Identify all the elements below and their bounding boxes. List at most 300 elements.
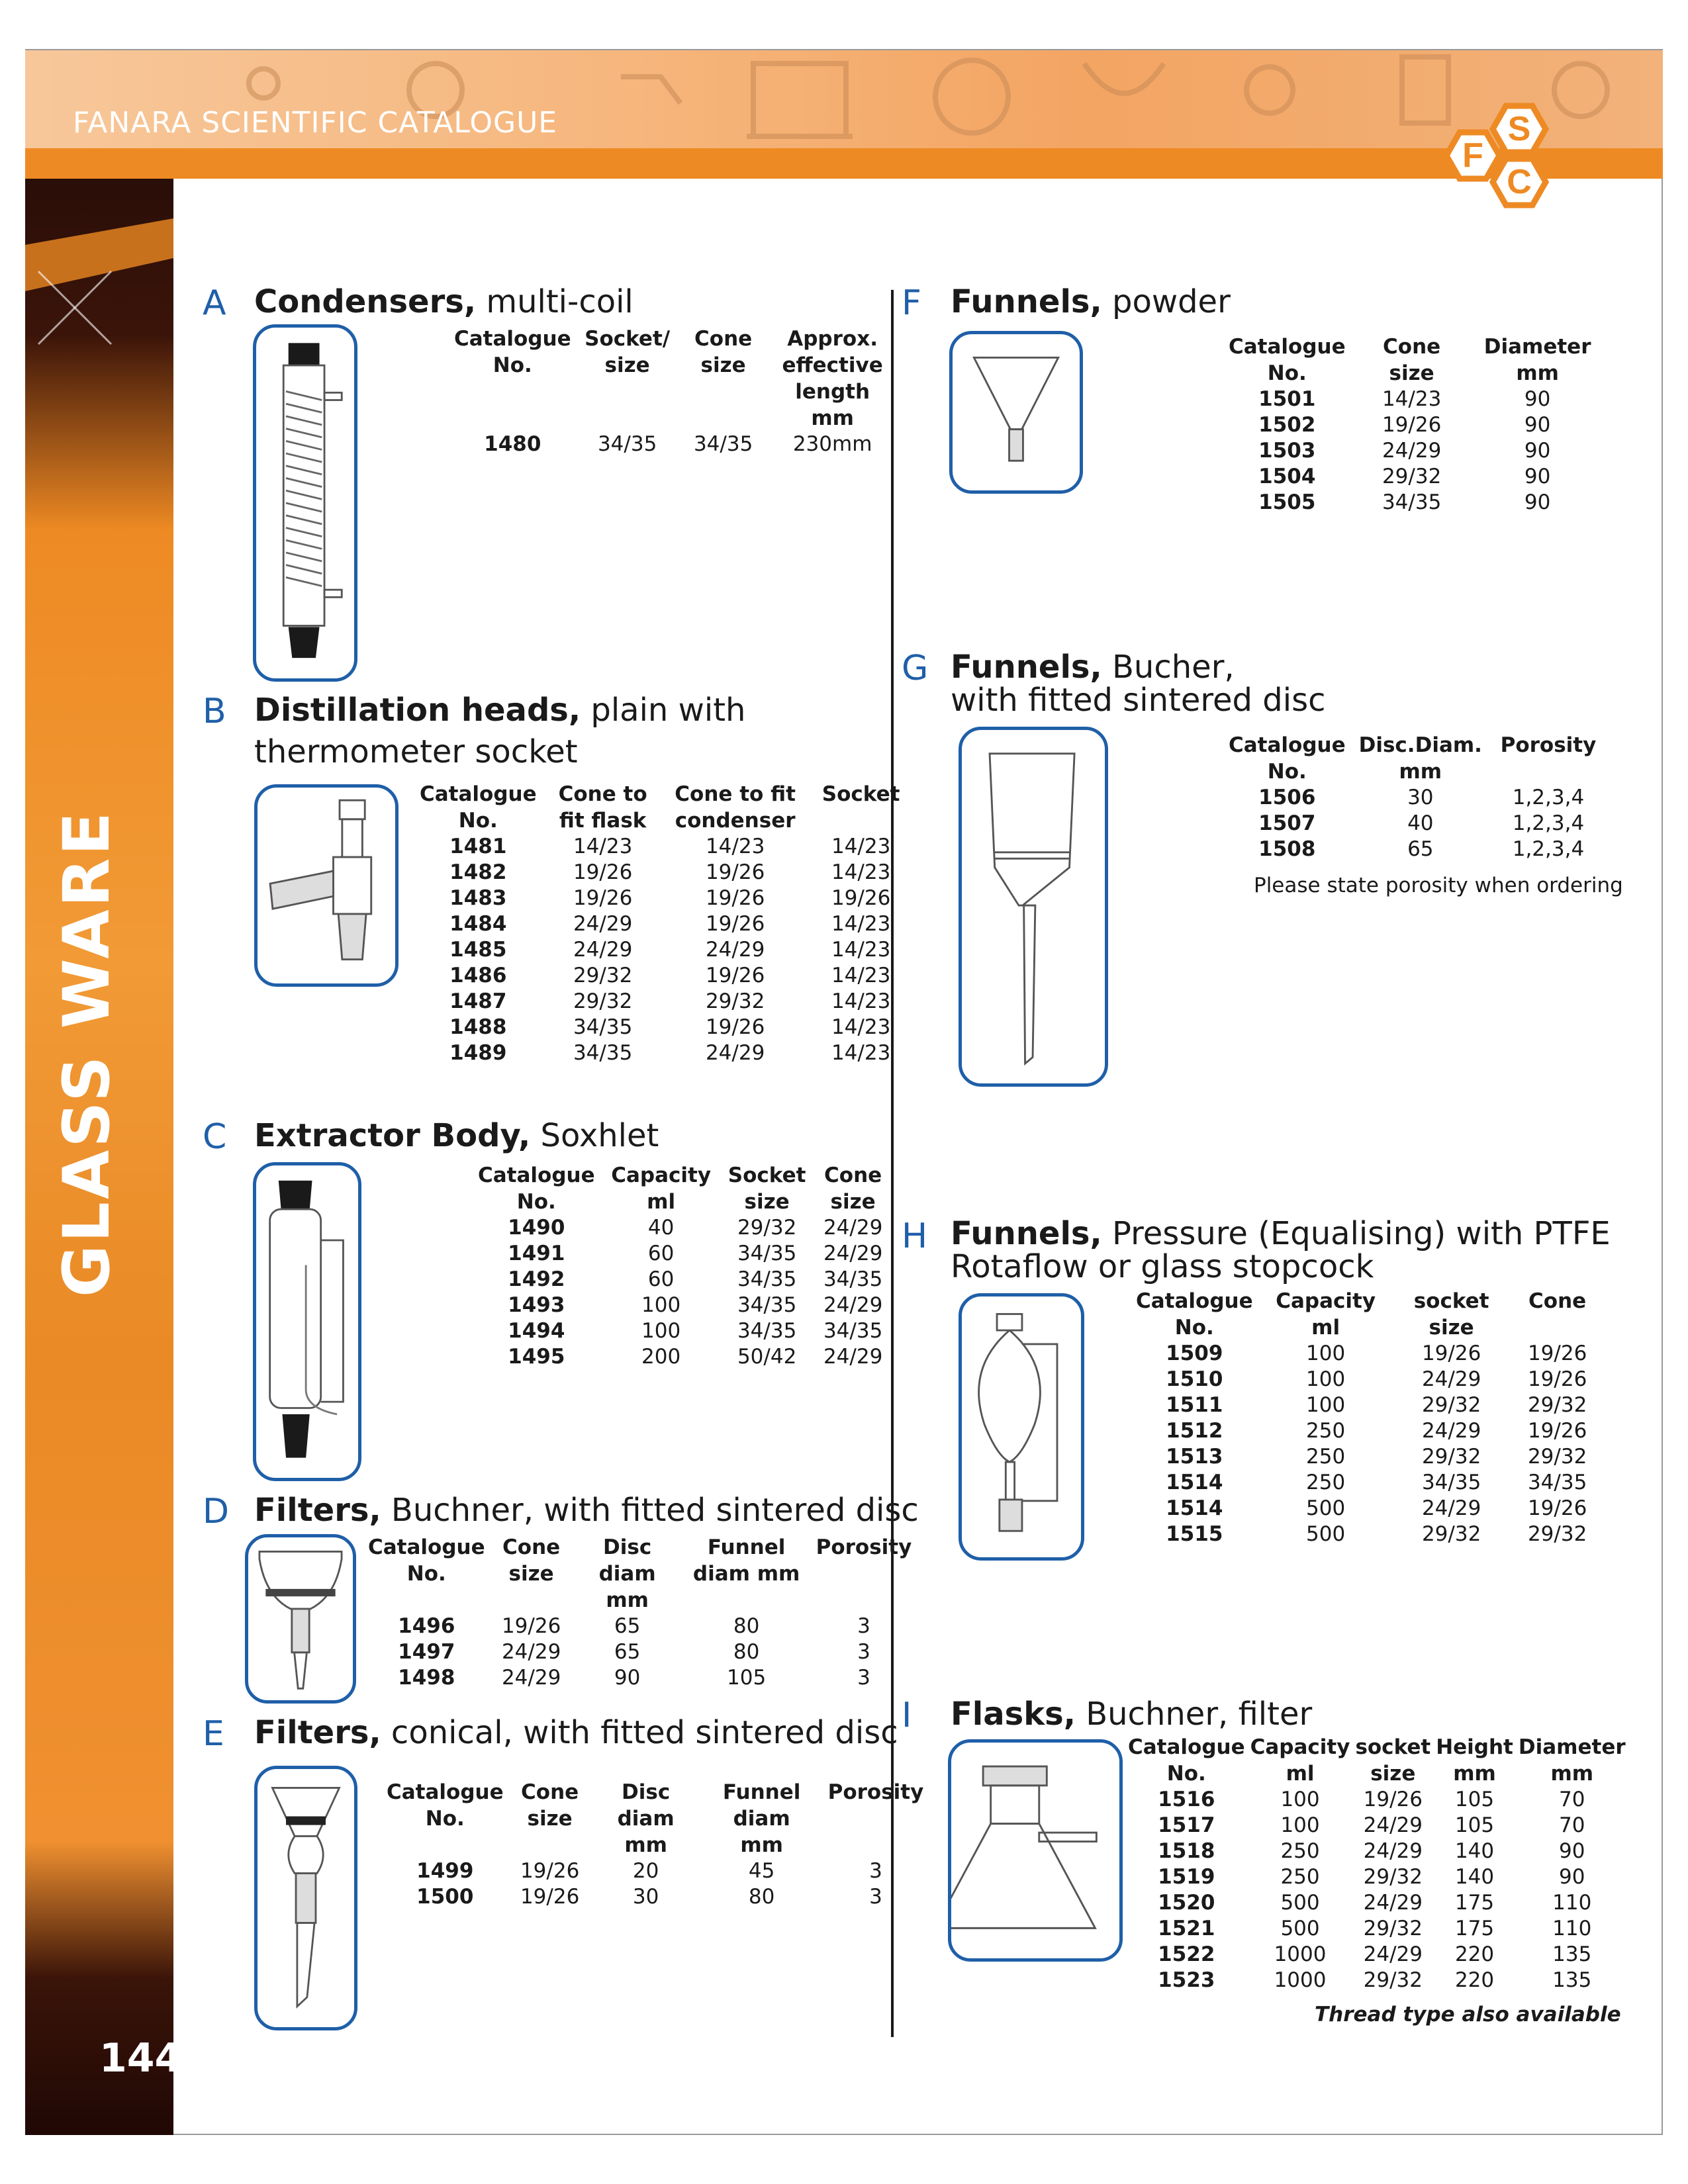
- table-row: [471, 1267, 893, 1293]
- table-cell: 19/26: [705, 886, 765, 910]
- table-cell: 29/32: [1363, 1917, 1423, 1940]
- table-row: [1129, 1341, 1604, 1367]
- table-header-row: [1222, 334, 1604, 387]
- col-header: Cone: [1528, 1289, 1587, 1313]
- col-header: Catalogue No.: [1229, 335, 1346, 385]
- table-cell: 1491: [508, 1242, 565, 1265]
- col-header: Catalogue No.: [1128, 1735, 1245, 1786]
- table-cell: 1511: [1166, 1393, 1223, 1417]
- table-cell: 1518: [1158, 1839, 1215, 1863]
- table-cell: 24/29: [1421, 1496, 1481, 1520]
- table-row: [1125, 1839, 1628, 1864]
- table-cell: 24/29: [823, 1242, 883, 1265]
- table-row: [361, 1665, 918, 1691]
- table-cell: 45: [748, 1859, 775, 1883]
- table-cell: 34/35: [597, 432, 657, 456]
- table-cell: 90: [1559, 1865, 1585, 1889]
- section-f-letter: F: [902, 283, 921, 323]
- col-header: Cone size: [824, 1163, 882, 1214]
- table-row: [1125, 1916, 1628, 1942]
- table-cell: 24/29: [823, 1216, 883, 1240]
- table-cell: 14/23: [573, 835, 633, 858]
- section-g-title-bold: Funnels,: [951, 649, 1102, 686]
- table-row: [1222, 438, 1604, 464]
- table-cell: 220: [1454, 1942, 1495, 1966]
- table-cell: 1488: [449, 1015, 507, 1039]
- table-cell: 1,2,3,4: [1512, 786, 1585, 809]
- table-header-row: [471, 1162, 893, 1215]
- section-f-table: [1222, 334, 1604, 516]
- table-cell: 14/23: [831, 964, 891, 987]
- table-cell: 100: [1306, 1393, 1346, 1417]
- table-row: [1129, 1522, 1604, 1547]
- table-cell: 60: [647, 1242, 675, 1265]
- section-h-image: [959, 1293, 1084, 1561]
- table-row: [361, 1614, 918, 1639]
- table-cell: 1499: [416, 1859, 474, 1883]
- col-header: Cone size: [1383, 335, 1441, 385]
- table-cell: 220: [1454, 1968, 1495, 1992]
- section-a-title-rest: multi-coil: [476, 283, 633, 320]
- table-row: [1129, 1367, 1604, 1392]
- table-header-row: [447, 326, 896, 432]
- section-c-title-bold: Extractor Body,: [254, 1117, 531, 1154]
- table-row: [1125, 1864, 1628, 1890]
- section-a-letter: A: [203, 283, 226, 323]
- table-cell: 1504: [1258, 465, 1316, 488]
- section-b-subtitle: thermometer socket: [254, 733, 578, 770]
- table-cell: 90: [614, 1666, 641, 1690]
- table-cell: 19/26: [1527, 1342, 1587, 1365]
- table-cell: 14/23: [705, 835, 765, 858]
- table-cell: 24/29: [573, 912, 633, 936]
- table-cell: 19/26: [1527, 1419, 1587, 1443]
- table-cell: 40: [1407, 811, 1434, 835]
- table-cell: 1503: [1258, 439, 1316, 463]
- table-row: [413, 963, 914, 989]
- section-g-note: Please state porosity when ordering: [1254, 874, 1623, 897]
- col-header: Funnel diam mm: [692, 1535, 800, 1586]
- table-row: [471, 1241, 893, 1267]
- section-h-subtitle: Rotaflow or glass stopcock: [951, 1248, 1374, 1285]
- section-e-image: [254, 1766, 357, 2030]
- col-header: Height mm: [1436, 1735, 1513, 1786]
- table-cell: 65: [614, 1640, 641, 1664]
- table-cell: 14/23: [831, 835, 891, 858]
- table-row: [361, 1639, 918, 1665]
- col-header: Catalogue No.: [454, 327, 571, 377]
- table-cell: 24/29: [501, 1640, 561, 1664]
- section-i-note: Thread type also available: [1315, 2003, 1621, 2026]
- table-cell: 1497: [398, 1640, 455, 1664]
- section-f-title-bold: Funnels,: [951, 283, 1102, 320]
- table-cell: 1494: [508, 1319, 565, 1343]
- conical-filter-illustration: [258, 1769, 354, 2027]
- soxhlet-extractor-illustration: [256, 1165, 358, 1478]
- table-cell: 14/23: [831, 1041, 891, 1065]
- table-cell: 3: [857, 1614, 870, 1638]
- table-cell: 1519: [1158, 1865, 1215, 1889]
- fsc-logo: [1403, 99, 1556, 238]
- table-cell: 1516: [1158, 1788, 1215, 1811]
- table-cell: 90: [1524, 387, 1551, 411]
- table-cell: 1498: [398, 1666, 455, 1690]
- table-cell: 1521: [1158, 1917, 1215, 1940]
- table-cell: 1510: [1166, 1367, 1223, 1391]
- table-cell: 40: [647, 1216, 675, 1240]
- table-cell: 24/29: [1363, 1942, 1423, 1966]
- section-d-title: [254, 1492, 919, 1529]
- table-cell: 1500: [416, 1885, 474, 1909]
- table-cell: 80: [733, 1614, 760, 1638]
- table-cell: 3: [857, 1666, 870, 1690]
- table-cell: 250: [1306, 1471, 1346, 1494]
- table-cell: 135: [1552, 1942, 1592, 1966]
- table-row: [1129, 1496, 1604, 1522]
- section-e-title: [254, 1714, 898, 1751]
- table-row: [380, 1884, 930, 1910]
- table-cell: 19/26: [705, 1015, 765, 1039]
- logo-letter-f: F: [1462, 136, 1483, 175]
- table-cell: 1,2,3,4: [1512, 837, 1585, 861]
- table-cell: 1513: [1166, 1445, 1223, 1469]
- table-cell: 1512: [1166, 1419, 1223, 1443]
- table-cell: 250: [1280, 1839, 1320, 1863]
- table-cell: 24/29: [573, 938, 633, 962]
- table-row: [1222, 387, 1604, 412]
- section-a-title: [254, 283, 633, 320]
- table-cell: 24/29: [501, 1666, 561, 1690]
- table-cell: 1496: [398, 1614, 455, 1638]
- table-cell: 90: [1524, 439, 1551, 463]
- table-cell: 1481: [449, 835, 507, 858]
- table-cell: 30: [1407, 786, 1434, 809]
- section-e-table: [380, 1779, 930, 1910]
- table-row: [1222, 412, 1604, 438]
- table-cell: 1505: [1258, 490, 1316, 514]
- table-cell: 19/26: [705, 964, 765, 987]
- table-row: [1222, 785, 1608, 811]
- table-row: [471, 1318, 893, 1344]
- section-c-letter: C: [203, 1117, 227, 1157]
- table-cell: 24/29: [1363, 1891, 1423, 1915]
- table-cell: 1514: [1166, 1496, 1223, 1520]
- col-header: Cone size: [521, 1780, 579, 1831]
- page-number: 144: [99, 2035, 183, 2081]
- table-row: [1222, 837, 1608, 862]
- table-cell: 1522: [1158, 1942, 1215, 1966]
- table-cell: 1495: [508, 1345, 565, 1369]
- table-cell: 19/26: [573, 860, 633, 884]
- col-header: Socket: [821, 782, 900, 806]
- table-row: [413, 834, 914, 860]
- table-cell: 230mm: [792, 432, 872, 456]
- section-f-image: [949, 331, 1083, 494]
- table-cell: 1489: [449, 1041, 507, 1065]
- table-cell: 19/26: [1527, 1496, 1587, 1520]
- table-row: [1222, 490, 1604, 516]
- table-cell: 1490: [508, 1216, 565, 1240]
- table-cell: 1508: [1258, 837, 1316, 861]
- table-row: [1125, 1968, 1628, 1993]
- table-row: [1125, 1787, 1628, 1813]
- table-row: [471, 1293, 893, 1318]
- buchner-flask-illustration: [951, 1743, 1119, 1958]
- table-cell: 29/32: [1527, 1445, 1587, 1469]
- table-cell: 19/26: [573, 886, 633, 910]
- section-g-letter: G: [902, 649, 929, 688]
- col-header: socket size: [1413, 1289, 1489, 1340]
- section-i-title-rest: Buchner, filter: [1075, 1696, 1313, 1733]
- section-e-title-rest: conical, with fitted sintered disc: [381, 1714, 898, 1751]
- section-g-image: [959, 727, 1108, 1087]
- table-header-row: [1129, 1288, 1604, 1341]
- col-header: Disc diam mm: [617, 1780, 675, 1857]
- table-cell: 29/32: [1363, 1968, 1423, 1992]
- table-cell: 90: [1524, 465, 1551, 488]
- table-row: [1129, 1392, 1604, 1418]
- section-e-letter: E: [203, 1714, 224, 1754]
- table-cell: 80: [748, 1885, 775, 1909]
- table-cell: 110: [1552, 1891, 1592, 1915]
- col-header: Capacity ml: [1250, 1735, 1350, 1786]
- condenser-illustration: [256, 328, 354, 678]
- table-header-row: [1222, 732, 1608, 785]
- table-cell: 29/32: [1527, 1522, 1587, 1546]
- col-header: Socket size: [727, 1163, 806, 1214]
- table-cell: 34/35: [737, 1267, 797, 1291]
- table-cell: 140: [1454, 1839, 1495, 1863]
- section-b-image: [254, 784, 399, 987]
- col-header: Catalogue No.: [1136, 1289, 1253, 1340]
- section-g-title: [951, 649, 1235, 686]
- distillation-head-illustration: [258, 788, 395, 983]
- table-cell: 500: [1280, 1917, 1320, 1940]
- table-cell: 14/23: [831, 912, 891, 936]
- table-cell: 14/23: [831, 938, 891, 962]
- col-header: Catalogue No.: [368, 1535, 485, 1586]
- section-g-title-rest: Bucher,: [1102, 649, 1235, 686]
- table-cell: 14/23: [831, 989, 891, 1013]
- table-cell: 1515: [1166, 1522, 1223, 1546]
- powder-funnel-illustration: [953, 334, 1080, 490]
- col-header: Porosity: [1500, 733, 1597, 757]
- col-header: Approx. effective length mm: [782, 327, 883, 430]
- col-header: Socket/ size: [585, 327, 671, 377]
- table-cell: 29/32: [573, 989, 633, 1013]
- table-cell: 34/35: [573, 1041, 633, 1065]
- table-cell: 29/32: [1421, 1445, 1481, 1469]
- table-cell: 1506: [1258, 786, 1316, 809]
- table-cell: 24/29: [1382, 439, 1442, 463]
- table-cell: 105: [1454, 1813, 1495, 1837]
- table-cell: 70: [1559, 1813, 1585, 1837]
- section-h-table: [1129, 1288, 1604, 1547]
- table-cell: 105: [1454, 1788, 1495, 1811]
- catalogue-title: FANARA SCIENTIFIC CATALOGUE: [73, 106, 558, 140]
- col-header: Diameter mm: [1483, 335, 1591, 385]
- section-b-title-rest: plain with: [581, 692, 746, 729]
- col-header: Catalogue No.: [478, 1163, 595, 1214]
- table-cell: 19/26: [501, 1614, 561, 1638]
- table-row: [1129, 1444, 1604, 1470]
- table-cell: 50/42: [737, 1345, 797, 1369]
- section-d-title-bold: Filters,: [254, 1492, 381, 1529]
- sidebar-label: GLASS WARE: [50, 809, 124, 1297]
- table-cell: 24/29: [823, 1345, 883, 1369]
- table-cell: 19/26: [520, 1859, 580, 1883]
- table-row: [1125, 1890, 1628, 1916]
- table-row: [413, 860, 914, 886]
- buchner-filter-illustration: [248, 1537, 353, 1700]
- table-cell: 200: [641, 1345, 681, 1369]
- section-e-title-bold: Filters,: [254, 1714, 381, 1751]
- table-cell: 65: [614, 1614, 641, 1638]
- table-cell: 19/26: [1363, 1788, 1423, 1811]
- table-cell: 34/35: [737, 1319, 797, 1343]
- table-cell: 34/35: [737, 1293, 797, 1317]
- table-cell: 100: [1306, 1367, 1346, 1391]
- col-header: Catalogue No.: [1229, 733, 1346, 784]
- col-header: Disc diam mm: [598, 1535, 656, 1612]
- table-cell: 175: [1454, 1891, 1495, 1915]
- table-cell: 1520: [1158, 1891, 1215, 1915]
- table-cell: 100: [641, 1319, 681, 1343]
- table-cell: 29/32: [1421, 1393, 1481, 1417]
- table-cell: 65: [1407, 837, 1434, 861]
- section-f-title-rest: powder: [1102, 283, 1231, 320]
- table-cell: 100: [1280, 1788, 1320, 1811]
- col-header: Catalogue No.: [387, 1780, 504, 1831]
- table-cell: 1517: [1158, 1813, 1215, 1837]
- table-cell: 1482: [449, 860, 507, 884]
- section-h-title: [951, 1215, 1611, 1252]
- table-cell: 1483: [449, 886, 507, 910]
- table-cell: 105: [727, 1666, 767, 1690]
- table-row: [1125, 1942, 1628, 1968]
- table-cell: 24/29: [1363, 1839, 1423, 1863]
- table-cell: 19/26: [1527, 1367, 1587, 1391]
- section-d-image: [245, 1534, 356, 1704]
- section-b-title-bold: Distillation heads,: [254, 692, 581, 729]
- table-row: [413, 911, 914, 937]
- section-i-table: [1125, 1734, 1628, 1993]
- table-cell: 1509: [1166, 1342, 1223, 1365]
- table-cell: 1000: [1274, 1968, 1327, 1992]
- table-cell: 34/35: [1421, 1471, 1481, 1494]
- section-f-title: [951, 283, 1231, 320]
- logo-letter-s: S: [1507, 110, 1531, 148]
- col-header: Porosity: [816, 1535, 912, 1559]
- section-c-title: [254, 1117, 659, 1154]
- table-cell: 29/32: [705, 989, 765, 1013]
- col-header: Capacity ml: [1276, 1289, 1376, 1340]
- table-cell: 34/35: [823, 1267, 883, 1291]
- table-cell: 34/35: [1527, 1471, 1587, 1494]
- table-cell: 1523: [1158, 1968, 1215, 1992]
- table-row: [1222, 464, 1604, 490]
- table-cell: 24/29: [705, 1041, 765, 1065]
- table-cell: 24/29: [705, 938, 765, 962]
- section-h-title-bold: Funnels,: [951, 1215, 1102, 1252]
- table-cell: 34/35: [573, 1015, 633, 1039]
- table-cell: 34/35: [693, 432, 753, 456]
- section-d-title-rest: Buchner, with fitted sintered disc: [381, 1492, 919, 1529]
- table-header-row: [380, 1779, 930, 1858]
- section-d-table: [361, 1534, 918, 1691]
- table-cell: 19/26: [520, 1885, 580, 1909]
- section-c-title-rest: Soxhlet: [530, 1117, 659, 1154]
- table-cell: 90: [1524, 490, 1551, 514]
- table-cell: 250: [1280, 1865, 1320, 1889]
- table-row: [413, 886, 914, 911]
- section-b-table: [413, 781, 914, 1066]
- table-cell: 19/26: [1421, 1342, 1481, 1365]
- table-cell: 3: [857, 1640, 870, 1664]
- table-row: [1222, 811, 1608, 837]
- table-cell: 110: [1552, 1917, 1592, 1940]
- table-cell: 175: [1454, 1917, 1495, 1940]
- table-cell: 29/32: [1382, 465, 1442, 488]
- section-b-title: [254, 692, 745, 729]
- col-header: Catalogue No.: [420, 782, 537, 833]
- table-row: [413, 989, 914, 1015]
- table-cell: 34/35: [1382, 490, 1442, 514]
- table-cell: 24/29: [1421, 1419, 1481, 1443]
- section-c-image: [253, 1162, 361, 1481]
- table-row: [1125, 1813, 1628, 1839]
- table-cell: 14/23: [831, 860, 891, 884]
- col-header: Cone to fit condenser: [675, 782, 796, 833]
- table-cell: 70: [1559, 1788, 1585, 1811]
- section-i-title-bold: Flasks,: [951, 1696, 1076, 1733]
- table-cell: 135: [1552, 1968, 1592, 1992]
- section-a-image: [253, 324, 357, 682]
- table-row: [1129, 1418, 1604, 1444]
- table-row: [471, 1215, 893, 1241]
- table-row: [1129, 1470, 1604, 1496]
- table-cell: 19/26: [705, 860, 765, 884]
- table-cell: 500: [1306, 1496, 1346, 1520]
- table-cell: 1501: [1258, 387, 1316, 411]
- table-cell: 34/35: [823, 1319, 883, 1343]
- col-header: Porosity: [827, 1780, 924, 1804]
- section-b-letter: B: [203, 692, 226, 731]
- bucher-funnel-illustration: [962, 730, 1105, 1083]
- col-header: Capacity ml: [611, 1163, 712, 1214]
- table-cell: 1493: [508, 1293, 565, 1317]
- col-header: Funnel diam mm: [722, 1780, 801, 1857]
- col-header: Cone size: [694, 327, 753, 377]
- table-cell: 250: [1306, 1445, 1346, 1469]
- table-cell: 1486: [449, 964, 507, 987]
- table-cell: 100: [1280, 1813, 1320, 1837]
- table-header-row: [413, 781, 914, 834]
- table-cell: 3: [869, 1885, 882, 1909]
- table-cell: 90: [1524, 413, 1551, 437]
- table-cell: 14/23: [831, 1015, 891, 1039]
- table-cell: 20: [632, 1859, 659, 1883]
- table-cell: 1507: [1258, 811, 1316, 835]
- table-cell: 60: [647, 1267, 675, 1291]
- table-cell: 29/32: [1363, 1865, 1423, 1889]
- section-i-image: [948, 1739, 1123, 1962]
- table-cell: 19/26: [1382, 413, 1442, 437]
- table-cell: 1487: [449, 989, 507, 1013]
- col-header: Diameter mm: [1518, 1735, 1626, 1786]
- logo-letter-c: C: [1507, 163, 1532, 201]
- table-row: [413, 1040, 914, 1066]
